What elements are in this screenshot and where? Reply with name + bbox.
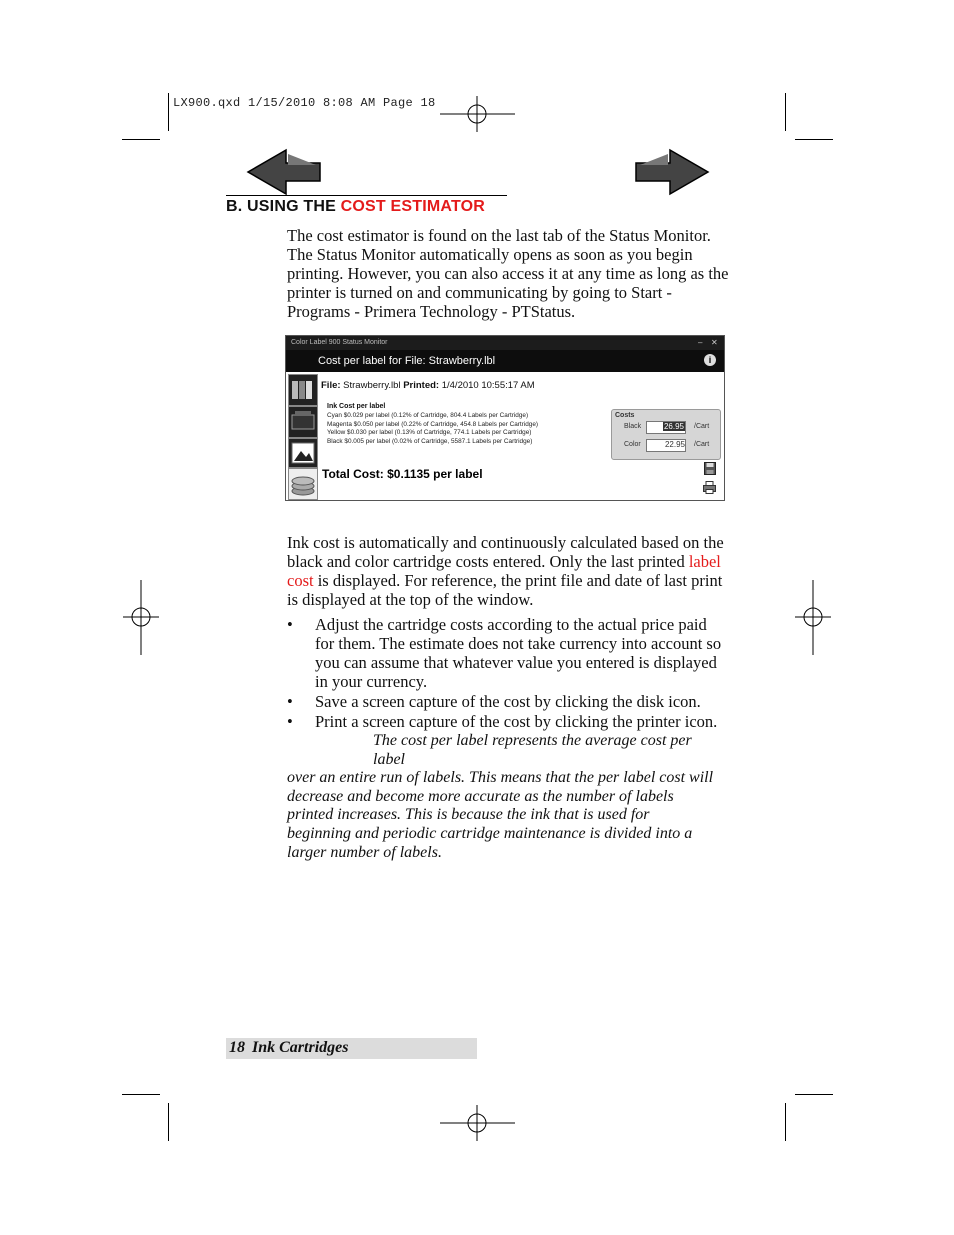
crop-mark bbox=[168, 1103, 169, 1141]
header-title: Cost per label for File: Strawberry.lbl bbox=[318, 355, 496, 367]
crop-mark bbox=[795, 1094, 833, 1095]
crop-mark bbox=[122, 1094, 160, 1095]
tab-cartridges[interactable] bbox=[288, 374, 318, 406]
minimize-button[interactable]: – bbox=[698, 338, 703, 347]
ink-line-cyan: Cyan $0.029 per label (0.12% of Cartridge, 804.4 Labels per Cartridge) bbox=[327, 412, 529, 419]
costs-title: Costs bbox=[615, 412, 635, 419]
label-cost-link[interactable]: label cost bbox=[287, 552, 721, 590]
total-label: Total Cost: bbox=[322, 467, 384, 481]
color-cost-value: 22.95 bbox=[664, 440, 685, 449]
costs-panel bbox=[611, 409, 721, 460]
crop-mark bbox=[785, 1103, 786, 1141]
registration-line bbox=[440, 1122, 515, 1124]
section-heading-prefix: B. USING THE bbox=[226, 198, 341, 215]
black-label: Black bbox=[624, 423, 642, 430]
file-info bbox=[321, 380, 535, 391]
registration-line bbox=[140, 580, 142, 655]
ink-line-black: Black $0.005 per label (0.02% of Cartridge, 5587.1 Labels per Cartridge) bbox=[327, 437, 533, 445]
ink-cost-paragraph-part1: Ink cost is automatically and continuously calculated based on the black and color cartridge costs entered. Only the last printed bbox=[287, 533, 724, 571]
note-first-line: The cost per label represents the average cost per label bbox=[373, 732, 692, 768]
printed-value: 1/4/2010 10:55:17 AM bbox=[441, 380, 535, 391]
color-per-cart: /Cart bbox=[694, 441, 710, 448]
window-header-bar bbox=[286, 350, 724, 372]
ink-cost-paragraph-part2: is displayed. For reference, the print file and date of last print is displayed at the top of the window. bbox=[287, 571, 723, 609]
black-cost-input[interactable] bbox=[646, 421, 686, 434]
registration-line bbox=[812, 580, 814, 655]
ink-line-magenta: Magenta $0.050 per label (0.22% of Cartridge, 454.8 Labels per Cartridge) bbox=[327, 420, 539, 428]
tab-image[interactable] bbox=[288, 438, 318, 468]
footer bbox=[229, 1039, 348, 1057]
section-heading bbox=[226, 198, 485, 216]
intro-paragraph: The cost estimator is found on the last tab of the Status Monitor. The Status Monitor automatically opens as soon as you begin printing. However, you can also access it at any time as long as the printer is turned on and communicating by going to Start - Programs - Primera Technology - PTStatus. bbox=[287, 226, 729, 321]
ink-cost-lines bbox=[327, 412, 538, 446]
section-heading-highlight: COST ESTIMATOR bbox=[340, 198, 486, 215]
total-value: $0.1135 per label bbox=[387, 467, 483, 481]
crop-mark bbox=[122, 139, 160, 140]
note-rest: over an entire run of labels. This means that the per label cost will decrease and become more accurate as the number of labels printed increases. This is because the ink that is used for beginning and periodic cartridge maintenance is divided into a larger number of labels. bbox=[287, 769, 714, 861]
bullet-icon: • bbox=[287, 712, 293, 731]
crop-mark bbox=[168, 93, 169, 131]
list-item bbox=[287, 692, 742, 711]
list-item-text: Print a screen capture of the cost by clicking the printer icon. bbox=[315, 712, 718, 731]
coins-tab-icon bbox=[289, 469, 317, 499]
color-cost-input[interactable] bbox=[646, 439, 686, 452]
window-title: Color Label 900 Status Monitor bbox=[291, 339, 388, 346]
list-item-text: Adjust the cartridge costs according to the actual price paid for them. The estimate does not take currency into account so you can assume that whatever value you entered is displayed in your currency. bbox=[315, 615, 722, 691]
window-titlebar bbox=[286, 336, 724, 350]
cartridge-tab-icon bbox=[289, 375, 317, 405]
info-icon[interactable]: i bbox=[704, 354, 716, 366]
ink-cost-paragraph bbox=[287, 533, 725, 609]
list-item bbox=[287, 712, 742, 731]
arrow-left-icon[interactable] bbox=[246, 148, 322, 196]
color-label: Color bbox=[624, 441, 641, 448]
ink-cost-heading: Ink Cost per label bbox=[327, 403, 386, 410]
printed-label: Printed: bbox=[403, 380, 440, 391]
page-number: 18 bbox=[229, 1039, 245, 1056]
crop-mark bbox=[785, 93, 786, 131]
image-tab-icon bbox=[289, 439, 317, 467]
bullet-icon: • bbox=[287, 692, 293, 711]
crop-mark bbox=[795, 139, 833, 140]
ink-line-yellow: Yellow $0.030 per label (0.13% of Cartridge, 774.1 Labels per Cartridge) bbox=[327, 429, 532, 436]
heading-rule bbox=[226, 195, 507, 196]
file-label: File: bbox=[321, 380, 341, 391]
bullet-icon: • bbox=[287, 615, 293, 634]
instruction-list bbox=[287, 615, 742, 732]
file-value: Strawberry.lbl bbox=[343, 380, 401, 391]
slug-line: LX900.qxd 1/15/2010 8:08 AM Page 18 bbox=[173, 96, 436, 110]
close-button[interactable]: ✕ bbox=[711, 338, 718, 347]
list-item-text: Save a screen capture of the cost by clicking the disk icon. bbox=[315, 692, 701, 711]
printer-tab-icon bbox=[289, 407, 317, 437]
black-per-cart: /Cart bbox=[694, 423, 710, 430]
arrow-right-icon[interactable] bbox=[634, 148, 710, 196]
tab-cost[interactable] bbox=[288, 468, 318, 500]
black-cost-value: 26.95 bbox=[663, 422, 684, 431]
status-monitor-window bbox=[285, 335, 725, 501]
total-cost bbox=[322, 467, 483, 481]
note-paragraph bbox=[287, 732, 717, 862]
footer-title: Ink Cartridges bbox=[252, 1039, 349, 1056]
registration-line bbox=[440, 113, 515, 115]
tab-printer[interactable] bbox=[288, 406, 318, 438]
list-item bbox=[287, 615, 730, 691]
printer-icon[interactable] bbox=[703, 481, 716, 494]
disk-icon[interactable] bbox=[704, 462, 716, 475]
